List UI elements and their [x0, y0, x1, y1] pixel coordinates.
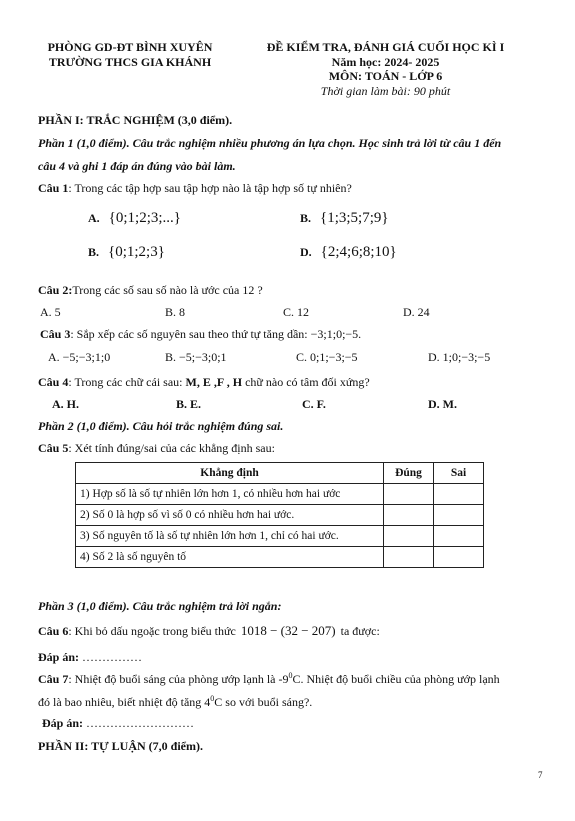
- question-3: [40, 327, 361, 342]
- school-name: TRƯỜNG THCS GIA KHÁNH: [48, 55, 212, 69]
- school-department: PHÒNG GD-ĐT BÌNH XUYÊN: [47, 40, 213, 54]
- q4-option-c: C. F.: [302, 397, 326, 411]
- part1-instruction-line2: câu 4 và ghi 1 đáp án đúng vào bài làm.: [38, 159, 236, 173]
- question-4-text-end: chữ nào có tâm đối xứng?: [242, 375, 370, 389]
- question-1-text: : Trong các tập hợp sau tập hợp nào là tập hợp số tự nhiên?: [68, 181, 352, 195]
- question-1-label: Câu 1: [38, 181, 69, 195]
- q3-option-c: C. 0;1;−3;−5: [296, 350, 358, 364]
- q1-option-d-value: {2;4;6;8;10}: [320, 244, 397, 260]
- question-7-text: : Nhiệt độ buổi sáng của phòng ướp lạnh là -9: [68, 672, 289, 686]
- question-1: [38, 181, 352, 196]
- true-cell-3[interactable]: [384, 526, 434, 547]
- true-cell-2[interactable]: [384, 505, 434, 526]
- q3-option-b: B. −5;−3;0;1: [165, 350, 227, 364]
- exam-title: ĐỀ KIỂM TRA, ĐÁNH GIÁ CUỐI HỌC KÌ I: [266, 40, 505, 54]
- q2-option-d: D. 24: [403, 305, 430, 319]
- question-7-text-cont: C. Nhiệt độ buổi chiều của phòng ướp lạnh: [292, 672, 500, 686]
- q1-option-c-value: {0;1;2;3}: [108, 244, 165, 260]
- question-6: [38, 623, 380, 639]
- q1-option-b-label: B.: [300, 211, 312, 225]
- q6-answer: [38, 650, 142, 665]
- subject: MÔN: TOÁN - LỚP 6: [328, 69, 443, 83]
- header-false: Sai: [434, 463, 484, 484]
- part1-instruction-line1: Phần 1 (1,0 điểm). Câu trắc nghiệm nhiều phương án lựa chọn. Học sinh trả lời từ câu 1 đến: [38, 136, 502, 150]
- q2-option-a: A. 5: [40, 305, 61, 319]
- question-4-label: Câu 4: [38, 375, 69, 389]
- question-2-text: Trong các số sau số nào là ước của 12 ?: [72, 283, 263, 297]
- part2-title: Phần 2 (1,0 điểm). Câu hỏi trắc nghiệm đúng sai.: [38, 419, 284, 433]
- statement-3: 3) Số nguyên tố là số tự nhiên lớn hơn 1, chỉ có hai ước.: [76, 526, 384, 547]
- q2-option-c: C. 12: [283, 305, 310, 319]
- statement-2: 2) Số 0 là hợp số vì số 0 có nhiều hơn hai ước.: [76, 505, 384, 526]
- table-row: [76, 547, 484, 568]
- q3-option-a: A. −5;−3;1;0: [48, 350, 111, 364]
- table-row: [76, 505, 484, 526]
- table-row: [76, 484, 484, 505]
- table-row: [76, 526, 484, 547]
- q7-answer-label: Đáp án:: [42, 716, 84, 730]
- question-2: [38, 283, 263, 298]
- question-7-text-line2: đó là bao nhiêu, biết nhiệt độ tăng 4: [38, 695, 211, 709]
- q1-option-c-label: B.: [88, 245, 100, 259]
- question-7-text-line2-end: C so với buổi sáng?.: [214, 695, 313, 709]
- question-7-line2: [38, 694, 312, 710]
- false-cell-3[interactable]: [434, 526, 484, 547]
- question-5-text: : Xét tính đúng/sai của các khẳng định sau:: [68, 441, 275, 455]
- q4-option-a: A. H.: [52, 397, 79, 411]
- school-year: Năm học: 2024- 2025: [331, 55, 440, 69]
- header-true: Đúng: [384, 463, 434, 484]
- false-cell-4[interactable]: [434, 547, 484, 568]
- q1-option-b-value: {1;3;5;7;9}: [320, 210, 389, 226]
- q1-option-a: [88, 210, 181, 227]
- question-6-text-end: ta được:: [337, 624, 380, 638]
- q3-option-d: D. 1;0;−3;−5: [428, 350, 491, 364]
- question-3-label: Câu 3: [40, 327, 71, 341]
- degree-superscript: 0: [288, 671, 293, 680]
- degree-superscript: 0: [210, 694, 215, 703]
- part3-title: Phần 3 (1,0 điểm). Câu trắc nghiệm trả lời ngắn:: [38, 599, 282, 613]
- table-header-row: [76, 463, 484, 484]
- q1-option-c: [88, 244, 165, 261]
- question-6-label: Câu 6: [38, 624, 69, 638]
- header-statement: Khẳng định: [76, 463, 384, 484]
- false-cell-1[interactable]: [434, 484, 484, 505]
- part2-essay-title: PHẦN II: TỰ LUẬN (7,0 điểm).: [38, 739, 203, 753]
- statement-4: 4) Số 2 là số nguyên tố: [76, 547, 384, 568]
- q1-option-d-label: D.: [300, 245, 312, 259]
- q1-option-a-label: A.: [88, 211, 100, 225]
- statement-1: 1) Hợp số là số tự nhiên lớn hơn 1, có nhiều hơn hai ước: [76, 484, 384, 505]
- q6-answer-label: Đáp án:: [38, 650, 80, 664]
- exam-duration: Thời gian làm bài: 90 phút: [320, 84, 451, 98]
- false-cell-2[interactable]: [434, 505, 484, 526]
- question-3-text: : Sắp xếp các số nguyên sau theo thứ tự tăng dần: −3;1;0;−5.: [70, 327, 362, 341]
- q1-option-b: [300, 210, 389, 227]
- q6-answer-blank[interactable]: ……………: [79, 650, 143, 664]
- true-cell-1[interactable]: [384, 484, 434, 505]
- true-false-table: [75, 462, 484, 568]
- question-6-expression: 1018 − (32 − 207): [240, 623, 336, 638]
- q4-option-b: B. E.: [176, 397, 202, 411]
- true-cell-4[interactable]: [384, 547, 434, 568]
- q4-option-d: D. M.: [428, 397, 457, 411]
- question-4-text: : Trong các chữ cái sau:: [68, 375, 186, 389]
- question-5-label: Câu 5: [38, 441, 69, 455]
- q7-answer: [42, 716, 194, 731]
- question-4: [38, 375, 370, 390]
- question-7-label: Câu 7: [38, 672, 69, 686]
- q2-option-b: B. 8: [165, 305, 186, 319]
- q7-answer-blank[interactable]: ………………………: [83, 716, 195, 730]
- q1-option-a-value: {0;1;2;3;...}: [108, 210, 181, 226]
- question-2-label: Câu 2:: [38, 283, 73, 297]
- question-7-line1: [38, 671, 500, 687]
- question-4-letters: M, E ,F , H: [185, 375, 243, 389]
- part1-title: PHẦN I: TRẮC NGHIỆM (3,0 điểm).: [38, 113, 233, 127]
- q1-option-d: [300, 244, 397, 261]
- question-5: [38, 441, 275, 456]
- question-6-text: : Khi bỏ dấu ngoặc trong biểu thức: [68, 624, 236, 638]
- page-number: 7: [538, 770, 543, 780]
